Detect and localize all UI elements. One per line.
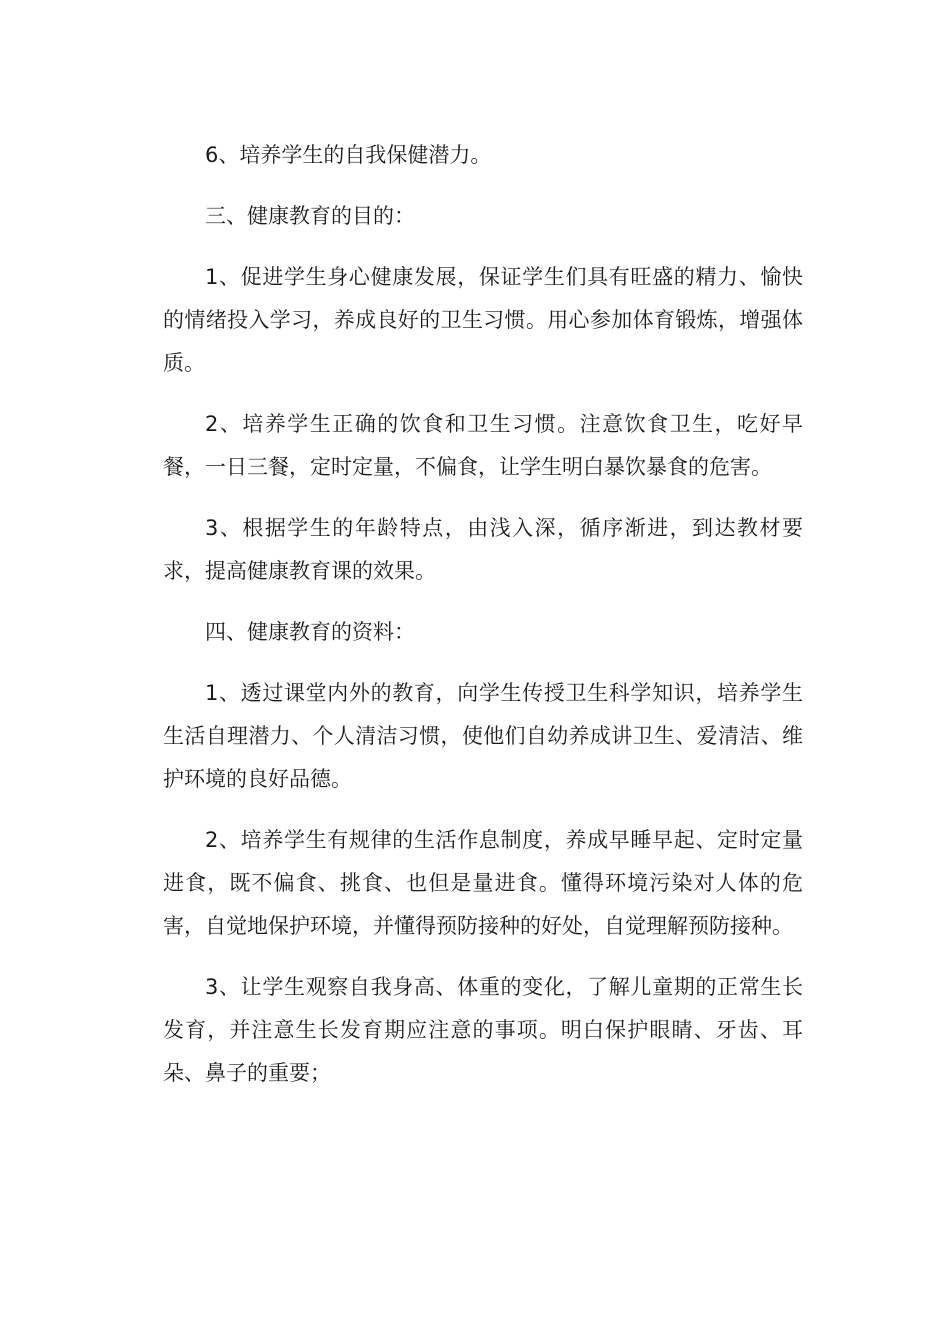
goal-3: 3、根据学生的年龄特点，由浅入深，循序渐进，到达教材要求，提高健康教育课的效果。 — [163, 516, 803, 583]
goal-2: 2、培养学生正确的饮食和卫生习惯。注意饮食卫生，吃好早餐，一日三餐，定时定量，不偏食，让学生明白暴饮暴食的危害。 — [163, 412, 803, 479]
document-body — [163, 134, 803, 1113]
material-3: 3、让学生观察自我身高、体重的变化，了解儿童期的正常生长发育，并注意生长发育期应注意的事项。明白保护眼睛、牙齿、耳朵、鼻子的重要； — [163, 975, 803, 1085]
material-1: 1、透过课堂内外的教育，向学生传授卫生科学知识，培养学生生活自理潜力、个人清洁习惯，使他们自幼养成讲卫生、爱清洁、维护环境的良好品德。 — [163, 681, 803, 791]
section-heading-goals: 三、健康教育的目的： — [205, 204, 415, 228]
material-2: 2、培养学生有规律的生活作息制度，养成早睡早起、定时定量进食，既不偏食、挑食、也但是量进食。懂得环境污染对人体的危害，自觉地保护环境，并懂得预防接种的好处，自觉理解预防接种。 — [163, 828, 803, 938]
item-self-care: 6、培养学生的自我保健潜力。 — [205, 143, 492, 167]
goal-1: 1、促进学生身心健康发展，保证学生们具有旺盛的精力、愉快的情绪投入学习，养成良好的卫生习惯。用心参加体育锻炼，增强体质。 — [163, 265, 803, 375]
section-heading-materials: 四、健康教育的资料： — [205, 620, 415, 644]
